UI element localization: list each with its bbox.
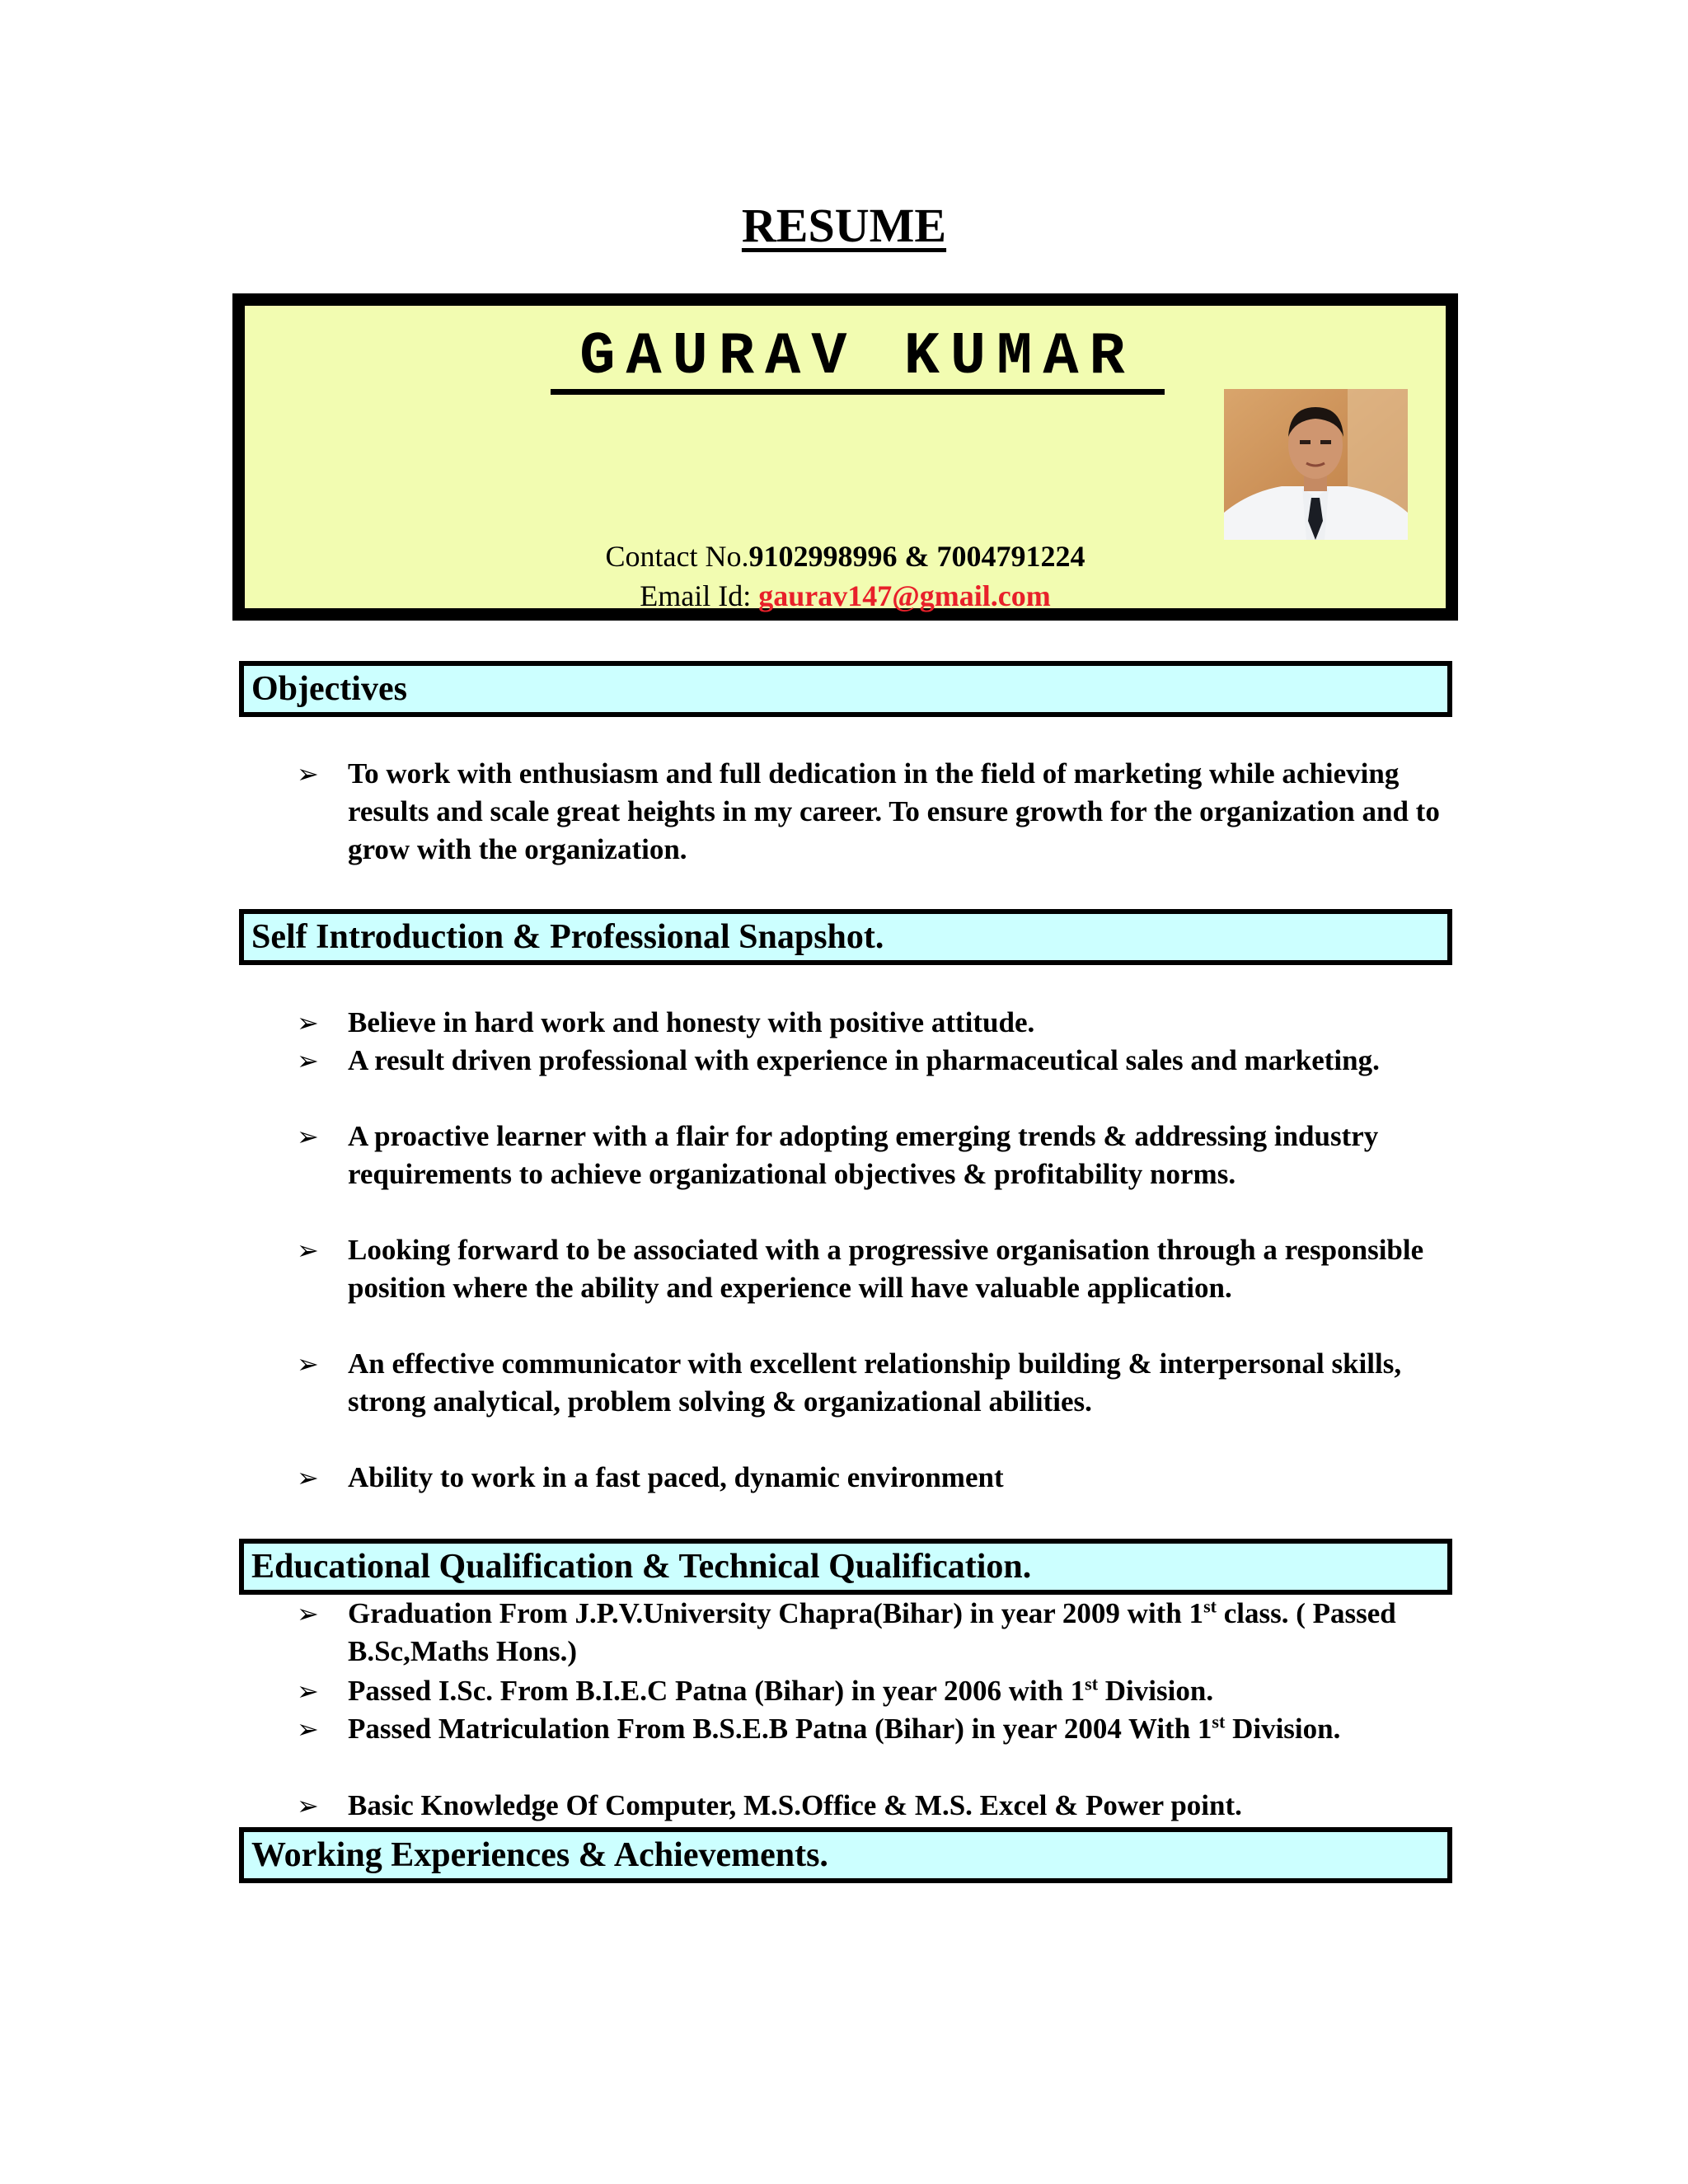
arrowhead-bullet-icon: ➢ (297, 1007, 319, 1038)
document-title: RESUME (741, 199, 947, 252)
education-item (297, 1787, 1452, 1825)
self-intro-item (297, 1118, 1452, 1193)
education-item (297, 1710, 1452, 1748)
education-ordinal: st (1212, 1711, 1226, 1732)
education-ordinal: st (1085, 1673, 1099, 1694)
self-intro-text: An effective communicator with excellent relationship building & interpersonal skills, strong analytical, problem solving & organizational abilities. (348, 1347, 1402, 1418)
education-text-after: Division. (1098, 1675, 1214, 1707)
arrowhead-bullet-icon: ➢ (297, 1790, 319, 1821)
profile-photo (1224, 389, 1408, 540)
candidate-name: GAURAV KUMAR (551, 321, 1165, 395)
education-text-before: Basic Knowledge Of Computer, M.S.Office & M.S. Excel & Power point. (348, 1789, 1242, 1821)
education-heading: Educational Qualification & Technical Qualification. (239, 1539, 1452, 1595)
contact-number: 9102998996 & 7004791224 (748, 540, 1085, 573)
education-text-before: Passed I.Sc. From B.I.E.C Patna (Bihar) in year 2006 with 1 (348, 1675, 1085, 1707)
arrowhead-bullet-icon: ➢ (297, 1235, 319, 1266)
profile-photo-image (1224, 389, 1408, 540)
self-intro-item (297, 1345, 1452, 1421)
contact-label: Contact No. (605, 540, 749, 573)
education-text-after: class. ( Passed B.Sc,Maths Hons.) (348, 1597, 1396, 1667)
education-item (297, 1595, 1452, 1671)
education-text-after: Division. (1225, 1713, 1341, 1745)
self-intro-heading: Self Introduction & Professional Snapshot. (239, 909, 1452, 965)
self-intro-item (297, 1004, 1452, 1042)
email-address[interactable]: gaurav147@gmail.com (758, 579, 1051, 612)
self-intro-item (297, 1459, 1452, 1497)
arrowhead-bullet-icon: ➢ (297, 1675, 319, 1707)
objective-text: To work with enthusiasm and full dedication in the field of marketing while achieving results and scale great heights in my career. To ensure growth for the organization and to grow with the organization. (348, 757, 1440, 865)
experience-heading: Working Experiences & Achievements. (239, 1827, 1452, 1883)
self-intro-text: A result driven professional with experience in pharmaceutical sales and marketing. (348, 1044, 1380, 1076)
email-line (245, 579, 1446, 613)
self-intro-item (297, 1042, 1452, 1080)
arrowhead-bullet-icon: ➢ (297, 1348, 319, 1380)
arrowhead-bullet-icon: ➢ (297, 1598, 319, 1629)
self-intro-text: Believe in hard work and honesty with positive attitude. (348, 1006, 1035, 1038)
self-intro-text: Looking forward to be associated with a progressive organisation through a responsible position where the ability and experience will have valuable application. (348, 1234, 1424, 1304)
education-text-before: Graduation From J.P.V.University Chapra(Bihar) in year 2009 with 1 (348, 1597, 1204, 1629)
education-text-before: Passed Matriculation From B.S.E.B Patna (Bihar) in year 2004 With 1 (348, 1713, 1212, 1745)
self-intro-text: A proactive learner with a flair for adopting emerging trends & addressing industry requirements to achieve organizational objectives & profitability norms. (348, 1120, 1379, 1190)
education-item (297, 1672, 1452, 1710)
self-intro-item (297, 1231, 1452, 1307)
header-box (232, 293, 1458, 621)
arrowhead-bullet-icon: ➢ (297, 1462, 319, 1493)
education-ordinal: st (1203, 1596, 1217, 1617)
arrowhead-bullet-icon: ➢ (297, 1045, 319, 1076)
objectives-heading: Objectives (239, 661, 1452, 717)
arrowhead-bullet-icon: ➢ (297, 1121, 319, 1152)
email-label: Email Id: (640, 579, 759, 612)
self-intro-text: Ability to work in a fast paced, dynamic environment (348, 1461, 1004, 1493)
objective-item (297, 755, 1452, 869)
arrowhead-bullet-icon: ➢ (297, 1713, 319, 1745)
arrowhead-bullet-icon: ➢ (297, 758, 319, 790)
contact-number-line (245, 539, 1446, 574)
